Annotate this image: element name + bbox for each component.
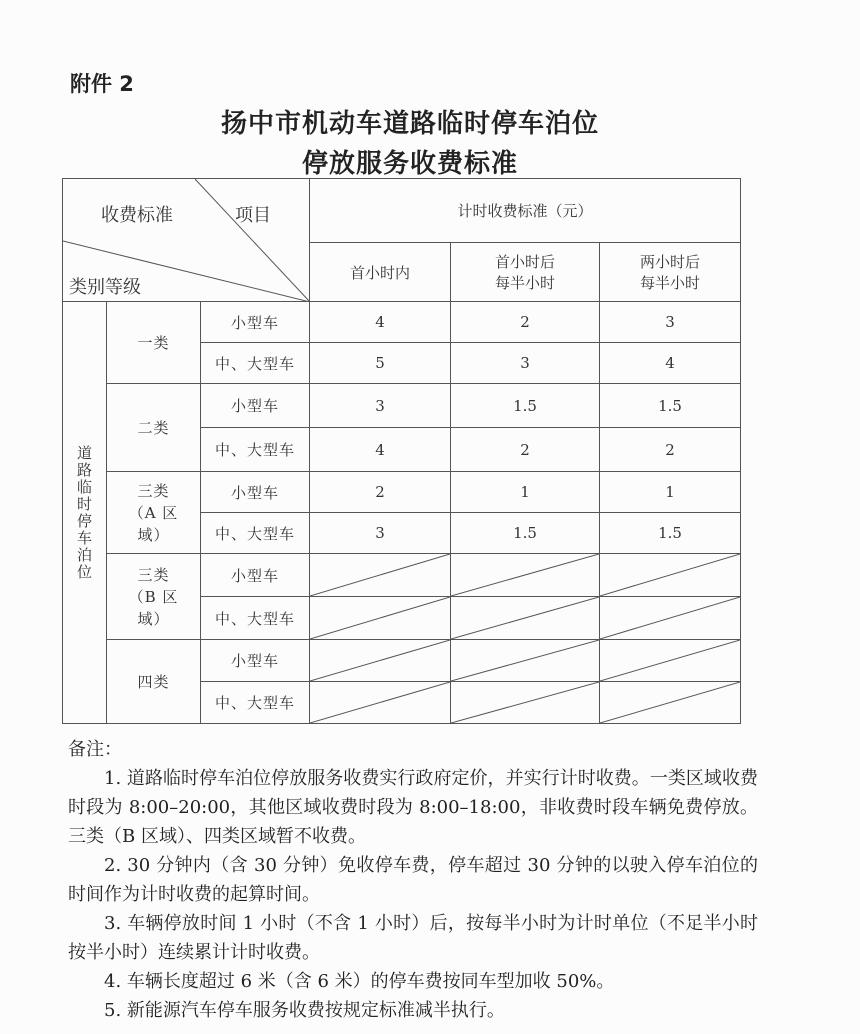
table-row bbox=[63, 384, 741, 428]
document-title-line2: 停放服务收费标准 bbox=[301, 149, 518, 179]
class-2: 二类 bbox=[107, 384, 201, 472]
empty-cell-hatched bbox=[451, 597, 600, 640]
vehicle-large: 中、大型车 bbox=[201, 428, 310, 472]
corner-label-fee-standard: 收费标准 bbox=[101, 205, 173, 226]
notes-section bbox=[68, 735, 758, 1025]
col-first-hour: 首小时内 bbox=[310, 243, 451, 302]
vehicle-small: 小型车 bbox=[201, 302, 310, 343]
fee-cell: 3 bbox=[451, 343, 600, 384]
note-item: 2. 30 分钟内（含 30 分钟）免收停车费，停车超过 30 分钟的以驶入停车泊位的时间作为计时收费的起算时间。 bbox=[68, 855, 758, 905]
fee-cell: 2 bbox=[310, 472, 451, 513]
col3-line1: 两小时后 bbox=[640, 253, 701, 271]
class-3a bbox=[107, 472, 201, 554]
fee-cell: 2 bbox=[451, 302, 600, 343]
class-3b bbox=[107, 554, 201, 640]
vehicle-small: 小型车 bbox=[201, 472, 310, 513]
vehicle-small: 小型车 bbox=[201, 640, 310, 682]
col-after-first-hour bbox=[451, 243, 600, 302]
fee-cell: 4 bbox=[310, 302, 451, 343]
empty-cell-hatched bbox=[600, 682, 741, 724]
vehicle-large: 中、大型车 bbox=[201, 682, 310, 724]
empty-cell-hatched bbox=[600, 554, 741, 597]
empty-cell-hatched bbox=[310, 597, 451, 640]
col2-line1: 首小时后 bbox=[495, 253, 556, 271]
note-item: 4. 车辆长度超过 6 米（含 6 米）的停车费按同车型加收 50%。 bbox=[104, 971, 615, 992]
corner-label-item: 项目 bbox=[235, 205, 271, 226]
class-3a-line1: 三类 bbox=[137, 481, 170, 500]
empty-cell-hatched bbox=[310, 554, 451, 597]
empty-cell-hatched bbox=[451, 682, 600, 724]
empty-cell-hatched bbox=[600, 640, 741, 682]
empty-cell-hatched bbox=[310, 682, 451, 724]
notes-heading: 备注： bbox=[68, 739, 122, 760]
table-row bbox=[63, 554, 741, 597]
table-row bbox=[63, 640, 741, 682]
empty-cell-hatched bbox=[451, 640, 600, 682]
fee-cell: 1.5 bbox=[451, 513, 600, 554]
class-3b-line2: （B 区 bbox=[128, 587, 179, 606]
document-title-line1: 扬中市机动车道路临时停车泊位 bbox=[220, 109, 599, 139]
attachment-label: 附件 2 bbox=[70, 72, 134, 96]
fee-cell: 4 bbox=[600, 343, 741, 384]
vehicle-small: 小型车 bbox=[201, 554, 310, 597]
note-item: 1. 道路临时停车泊位停放服务收费实行政府定价，并实行计时收费。一类区域收费时段为 8:00–20:00，其他区域收费时段为 8:00–18:00，非收费时段车辆免费停放。三类（B 区域）、四类区域暂不收费。 bbox=[68, 768, 758, 847]
fee-cell: 3 bbox=[310, 384, 451, 428]
class-3b-line3: 域） bbox=[137, 609, 170, 628]
fee-cell: 3 bbox=[310, 513, 451, 554]
fee-cell: 1.5 bbox=[600, 513, 741, 554]
empty-cell-hatched bbox=[451, 554, 600, 597]
fee-cell: 3 bbox=[600, 302, 741, 343]
fee-cell: 1.5 bbox=[451, 384, 600, 428]
class-3b-line1: 三类 bbox=[137, 565, 170, 584]
note-item: 5. 新能源汽车停车服务收费按规定标准减半执行。 bbox=[104, 1000, 505, 1021]
vehicle-large: 中、大型车 bbox=[201, 597, 310, 640]
fee-cell: 2 bbox=[451, 428, 600, 472]
fee-cell: 5 bbox=[310, 343, 451, 384]
col-after-two-hours bbox=[600, 243, 741, 302]
col2-line2: 每半小时 bbox=[495, 274, 556, 292]
timed-fee-header: 计时收费标准（元） bbox=[310, 179, 741, 243]
vehicle-large: 中、大型车 bbox=[201, 513, 310, 554]
corner-header-cell bbox=[63, 179, 310, 302]
col3-line2: 每半小时 bbox=[640, 274, 701, 292]
fee-table bbox=[62, 178, 741, 724]
fee-cell: 1 bbox=[600, 472, 741, 513]
empty-cell-hatched bbox=[310, 640, 451, 682]
class-1: 一类 bbox=[107, 302, 201, 384]
vehicle-large: 中、大型车 bbox=[201, 343, 310, 384]
class-3a-line3: 域） bbox=[137, 525, 170, 544]
fee-cell: 1.5 bbox=[600, 384, 741, 428]
table-row bbox=[63, 302, 741, 343]
table-row bbox=[63, 472, 741, 513]
corner-label-category: 类别等级 bbox=[69, 277, 141, 298]
fee-cell: 4 bbox=[310, 428, 451, 472]
empty-cell-hatched bbox=[600, 597, 741, 640]
row-group-label: 道路临时停车泊位 bbox=[63, 302, 107, 724]
fee-cell: 1 bbox=[451, 472, 600, 513]
fee-cell: 2 bbox=[600, 428, 741, 472]
class-4: 四类 bbox=[107, 640, 201, 724]
vehicle-small: 小型车 bbox=[201, 384, 310, 428]
class-3a-line2: （A 区 bbox=[128, 503, 179, 522]
note-item: 3. 车辆停放时间 1 小时（不含 1 小时）后，按每半小时为计时单位（不足半小时按半小时）连续累计计时收费。 bbox=[68, 913, 758, 963]
